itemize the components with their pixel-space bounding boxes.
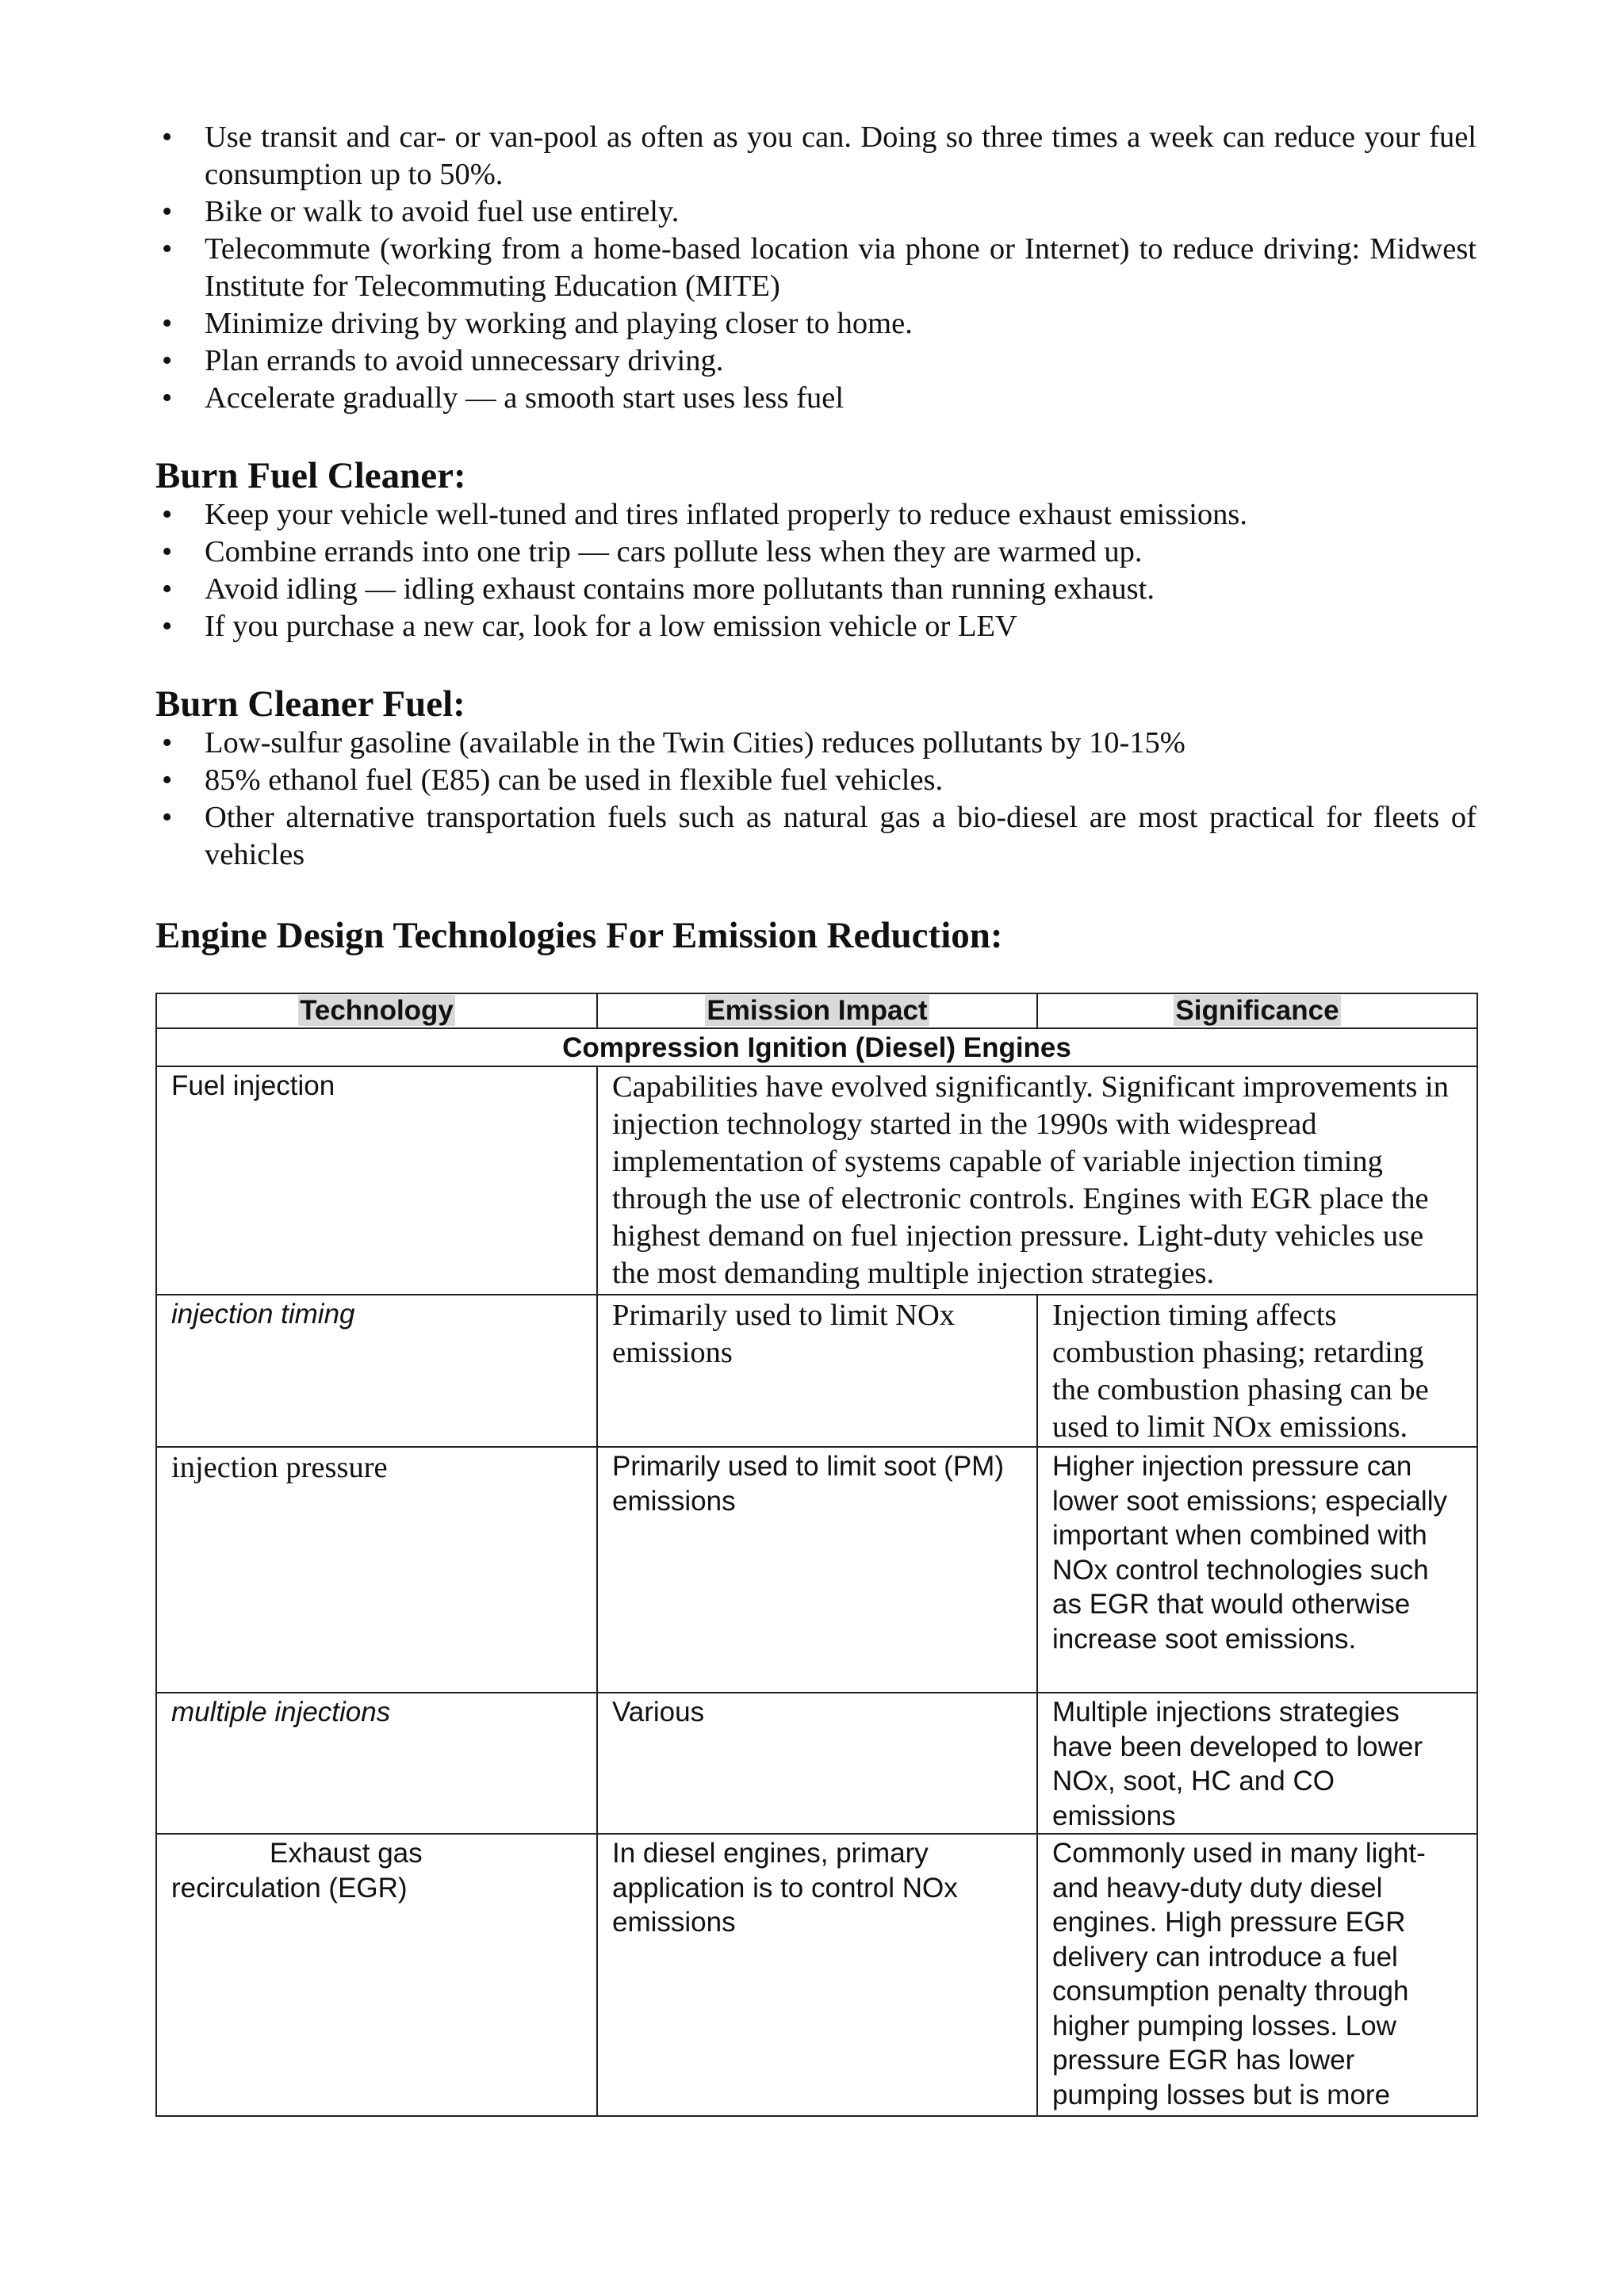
bullet-text: Keep your vehicle well-tuned and tires inflated properly to reduce exhaust emissions. [205, 498, 1247, 531]
bullet-text: Low-sulfur gasoline (available in the Twin Cities) reduces pollutants by 10-15% [205, 726, 1185, 760]
list-item [155, 725, 1477, 762]
significance-cell: Commonly used in many light- and heavy-duty duty diesel engines. High pressure EGR delivery can introduce a fuel consumption penalty through higher pumping losses. Low pressure EGR has lower pumping losses but is more [1037, 1834, 1477, 2116]
list-item [155, 231, 1477, 305]
bullet-text: Bike or walk to avoid fuel use entirely. [205, 195, 680, 228]
burn-cleaner-fuel-list [155, 725, 1477, 874]
column-header: Emission Impact [597, 993, 1037, 1028]
technology-cell: multiple injections [156, 1693, 597, 1834]
technology-cell: injection pressure [156, 1447, 597, 1693]
bullet-text: Combine errands into one trip — cars pollute less when they are warmed up. [205, 535, 1143, 568]
document-page [155, 119, 1477, 2117]
impact-cell: Various [597, 1693, 1037, 1834]
bullet-glyph: • [162, 344, 173, 377]
table-row [156, 1447, 1477, 1693]
significance-cell: Injection timing affects combustion phasing; retarding the combustion phasing can be used to limit NOx emissions. [1037, 1295, 1477, 1447]
list-item [155, 342, 1477, 380]
table-row [156, 1295, 1477, 1447]
list-item [155, 571, 1477, 608]
bullet-glyph: • [162, 726, 173, 760]
list-item [155, 762, 1477, 799]
technology-cell [156, 1834, 597, 2116]
table-header-row [156, 993, 1477, 1028]
section-heading-burn-fuel-cleaner: Burn Fuel Cleaner: [155, 455, 466, 496]
table-row [156, 1834, 1477, 2116]
list-item [155, 305, 1477, 342]
bullet-glyph: • [162, 232, 173, 266]
impact-cell: Primarily used to limit soot (PM) emissions [597, 1447, 1037, 1693]
intro-bullet-list [155, 119, 1477, 417]
table-section-heading: Engine Design Technologies For Emission Reduction: [155, 915, 1003, 956]
bullet-glyph: • [162, 121, 173, 154]
bullet-glyph: • [162, 535, 173, 568]
technology-cell: injection timing [156, 1295, 597, 1447]
technology-line: recirculation (EGR) [171, 1872, 408, 1904]
list-item [155, 496, 1477, 534]
engine-technologies-table [155, 993, 1478, 2117]
column-header: Significance [1037, 993, 1477, 1028]
bullet-glyph: • [162, 498, 173, 531]
technology-line: Exhaust gas [270, 1838, 423, 1869]
list-item [155, 119, 1477, 193]
description-cell: Capabilities have evolved significantly. Significant improvements in injection technology started in the 1990s with widespread implementation of systems capable of variable injection timing through the use of electronic controls. Engines with EGR place the highest demand on fuel injection pressure. Light-duty vehicles use the most demanding multiple injection strategies. [597, 1066, 1477, 1295]
column-header: Technology [156, 993, 597, 1028]
technology-cell: Fuel injection [156, 1066, 597, 1295]
bullet-glyph: • [162, 307, 173, 340]
list-item [155, 608, 1477, 645]
impact-cell: In diesel engines, primary application is to control NOx emissions [597, 1834, 1037, 2116]
table-row [156, 1693, 1477, 1834]
significance-cell: Multiple injections strategies have been developed to lower NOx, soot, HC and CO emissions [1037, 1693, 1477, 1834]
bullet-text: Use transit and car- or van-pool as often as you can. Doing so three times a week can reduce your fuel consumption up to 50%. [205, 121, 1477, 191]
bullet-glyph: • [162, 763, 173, 797]
group-label: Compression Ignition (Diesel) Engines [156, 1028, 1477, 1066]
list-item [155, 534, 1477, 571]
bullet-text: Plan errands to avoid unnecessary driving. [205, 344, 724, 377]
significance-cell: Higher injection pressure can lower soot emissions; especially important when combined with NOx control technologies such as EGR that would otherwise increase soot emissions. [1037, 1447, 1477, 1693]
bullet-text: If you purchase a new car, look for a low emission vehicle or LEV [205, 610, 1017, 643]
bullet-glyph: • [162, 801, 173, 834]
bullet-text: Accelerate gradually — a smooth start uses less fuel [205, 381, 845, 415]
table-row [156, 1066, 1477, 1295]
bullet-glyph: • [162, 381, 173, 415]
bullet-text: Minimize driving by working and playing closer to home. [205, 307, 913, 340]
bullet-glyph: • [162, 610, 173, 643]
list-item [155, 380, 1477, 417]
bullet-glyph: • [162, 572, 173, 606]
bullet-text: 85% ethanol fuel (E85) can be used in flexible fuel vehicles. [205, 763, 944, 797]
bullet-text: Other alternative transportation fuels such as natural gas a bio-diesel are most practical for fleets of vehicles [205, 801, 1477, 871]
bullet-text: Telecommute (working from a home-based location via phone or Internet) to reduce driving: Midwest Institute for Telecommuting Education (MITE) [205, 232, 1477, 303]
burn-fuel-cleaner-list [155, 496, 1477, 645]
section-heading-burn-cleaner-fuel: Burn Cleaner Fuel: [155, 683, 465, 725]
list-item [155, 799, 1477, 874]
bullet-glyph: • [162, 195, 173, 228]
list-item [155, 193, 1477, 231]
bullet-text: Avoid idling — idling exhaust contains more pollutants than running exhaust. [205, 572, 1155, 606]
impact-cell: Primarily used to limit NOx emissions [597, 1295, 1037, 1447]
table-group-row [156, 1028, 1477, 1066]
